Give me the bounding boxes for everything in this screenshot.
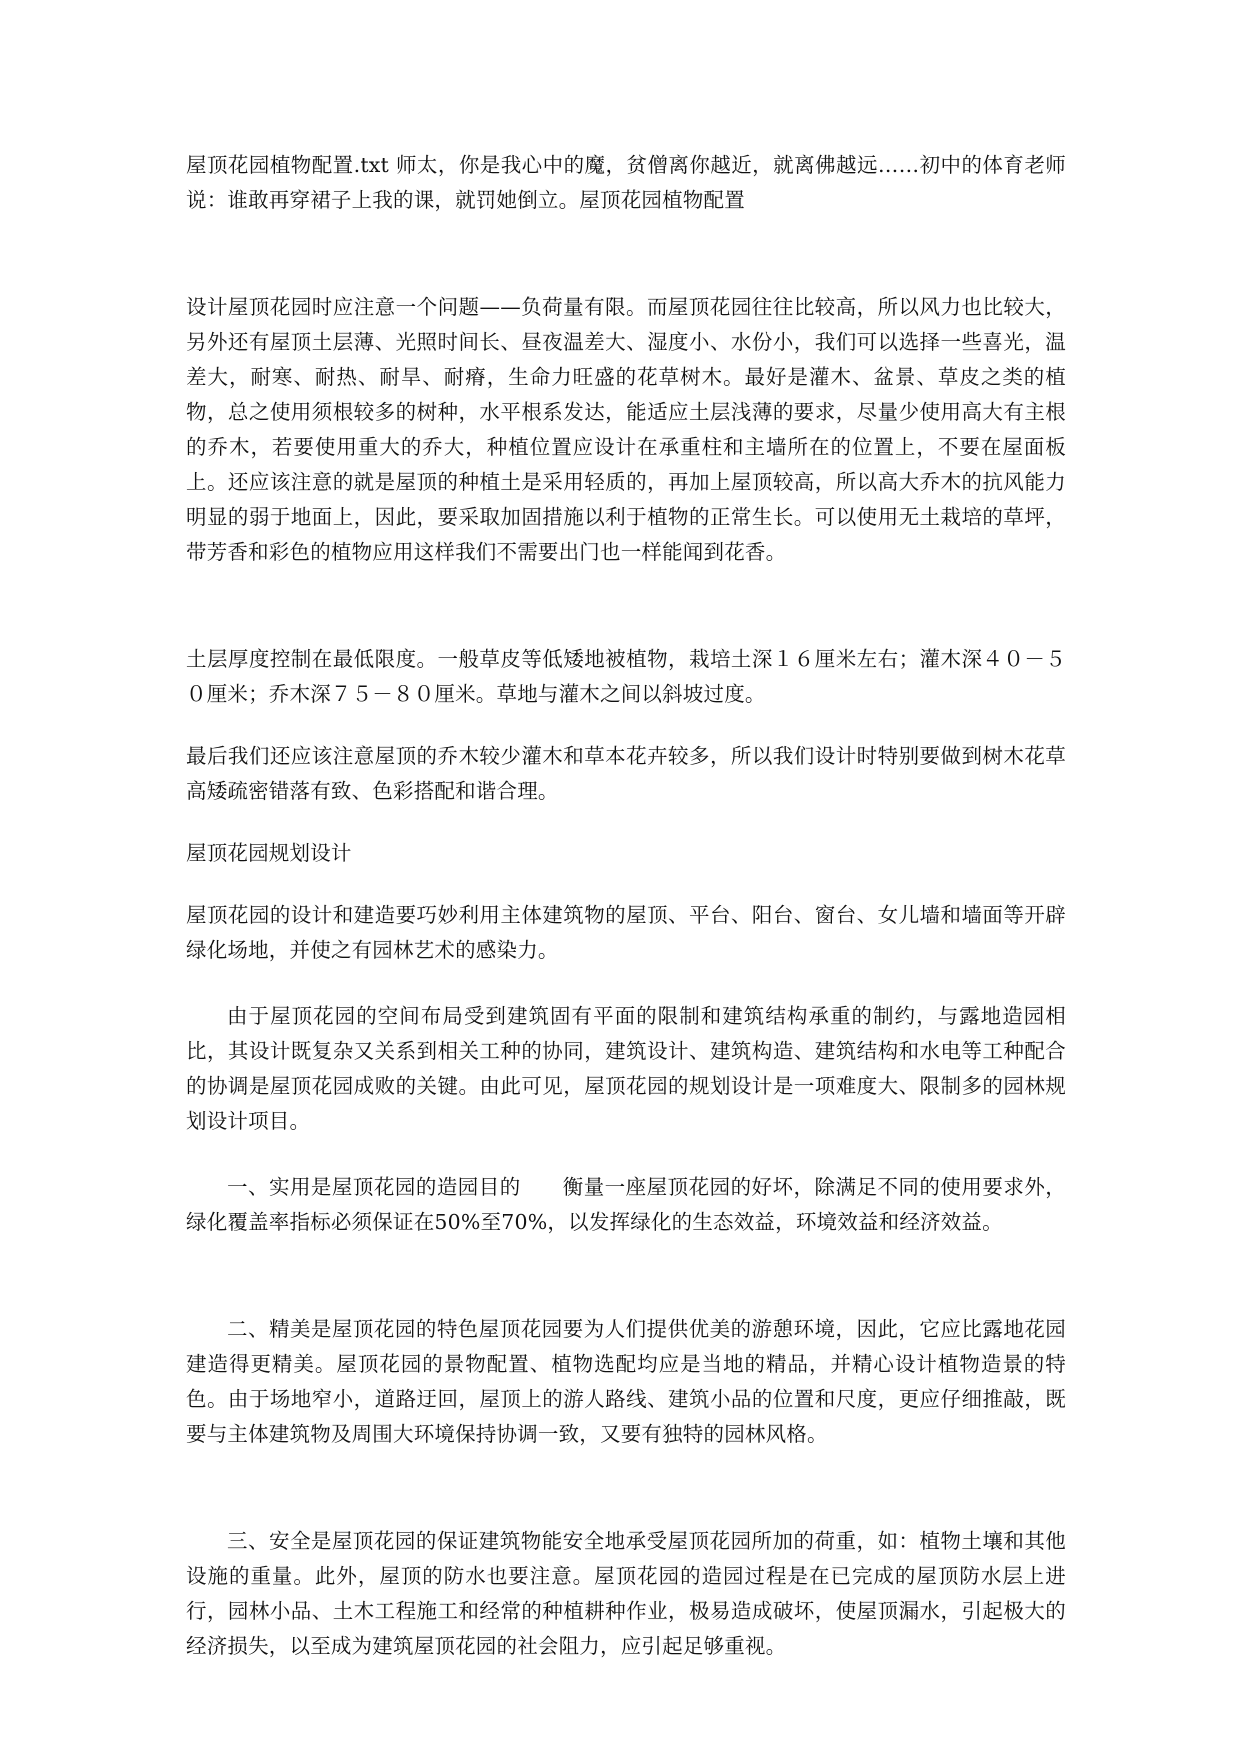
design-intro-paragraph: 屋顶花园的设计和建造要巧妙利用主体建筑物的屋顶、平台、阳台、窗台、女儿墙和墙面等开辟绿化场地，并使之有园林艺术的感染力。	[186, 903, 1066, 962]
principle-safety-paragraph: 三、安全是屋顶花园的保证建筑物能安全地承受屋顶花园所加的荷重，如：植物土壤和其他设施的重量。此外，屋顶的防水也要注意。屋顶花园的造园过程是在已完成的屋顶防水层上进行，园林小品、土木工程施工和经常的种植耕种作业，极易造成破坏，使屋顶漏水，引起极大的经济损失，以至成为建筑屋顶花园的社会阻力，应引起足够重视。	[186, 1529, 1066, 1658]
document-body	[186, 148, 1066, 1664]
principle-refined-paragraph: 二、精美是屋顶花园的特色屋顶花园要为人们提供优美的游憩环境，因此，它应比露地花园建造得更精美。屋顶花园的景物配置、植物选配均应是当地的精品，并精心设计植物造景的特色。由于场地窄小，道路迂回，屋顶上的游人路线、建筑小品的位置和尺度，更应仔细推敲，既要与主体建筑物及周围大环境保持协调一致，又要有独特的园林风格。	[186, 1317, 1066, 1446]
layout-advice-paragraph: 最后我们还应该注意屋顶的乔木较少灌木和草本花卉较多，所以我们设计时特别要做到树木花草高矮疏密错落有致、色彩搭配和谐合理。	[186, 744, 1066, 803]
principle-practical-paragraph: 一、实用是屋顶花园的造园目的 衡量一座屋顶花园的好坏，除满足不同的使用要求外，绿化覆盖率指标必须保证在50%至70%，以发挥绿化的生态效益，环境效益和经济效益。	[186, 1175, 1066, 1234]
section-heading: 屋顶花园规划设计	[186, 841, 352, 865]
intro-paragraph: 屋顶花园植物配置.txt 师太，你是我心中的魔，贫僧离你越近，就离佛越远……初中的体育老师说：谁敢再穿裙子上我的课，就罚她倒立。屋顶花园植物配置	[186, 153, 1066, 212]
constraints-paragraph: 由于屋顶花园的空间布局受到建筑固有平面的限制和建筑结构承重的制约，与露地造园相比，其设计既复杂又关系到相关工种的协同，建筑设计、建筑构造、建筑结构和水电等工种配合的协调是屋顶花园成败的关键。由此可见，屋顶花园的规划设计是一项难度大、限制多的园林规划设计项目。	[186, 1004, 1066, 1133]
soil-depth-paragraph: 土层厚度控制在最低限度。一般草皮等低矮地被植物，栽培土深１６厘米左右；灌木深４０－５０厘米；乔木深７５－８０厘米。草地与灌木之间以斜坡过度。	[186, 647, 1066, 706]
load-limit-paragraph: 设计屋顶花园时应注意一个问题——负荷量有限。而屋顶花园往往比较高，所以风力也比较大，另外还有屋顶土层薄、光照时间长、昼夜温差大、湿度小、水份小，我们可以选择一些喜光，温差大，耐寒、耐热、耐旱、耐瘠，生命力旺盛的花草树木。最好是灌木、盆景、草皮之类的植物，总之使用须根较多的树种，水平根系发达，能适应土层浅薄的要求，尽量少使用高大有主根的乔木，若要使用重大的乔大，种植位置应设计在承重柱和主墙所在的位置上，不要在屋面板上。还应该注意的就是屋顶的种植土是采用轻质的，再加上屋顶较高，所以高大乔木的抗风能力明显的弱于地面上，因此，要采取加固措施以利于植物的正常生长。可以使用无土栽培的草坪，带芳香和彩色的植物应用这样我们不需要出门也一样能闻到花香。	[186, 295, 1066, 564]
